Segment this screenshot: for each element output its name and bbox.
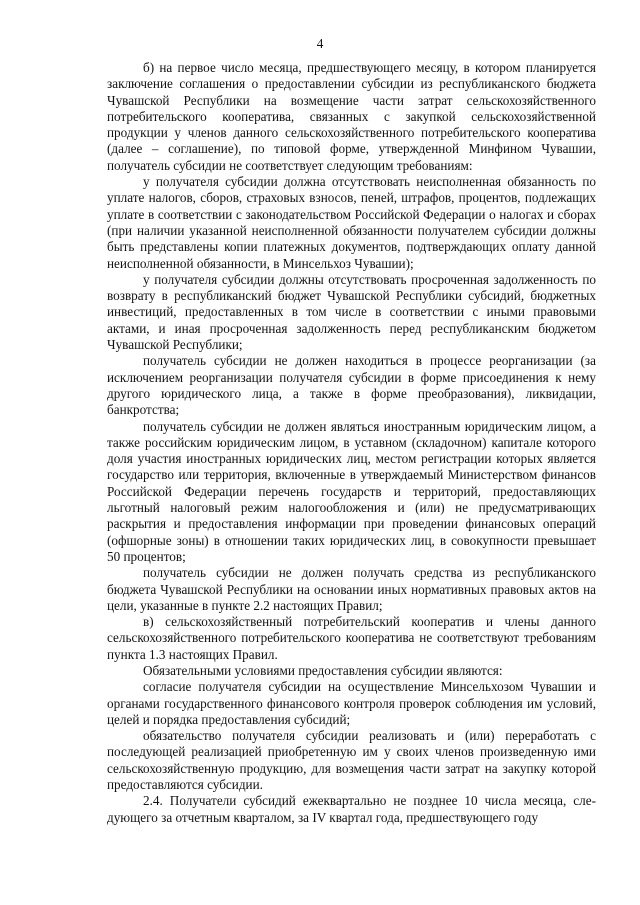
paragraph-consent-inspections: согласие получателя субсидии на осуществление Минсельхозом Чувашии и органами государственного финансового контроля проверок соблюдения им условий, целей и порядка предоставления субсидий;	[107, 679, 596, 727]
page-number: 4	[316, 36, 324, 51]
paragraph-subclause-v: в) сельскохозяйственный потребительский кооператив и члены данного сельскохозяйственного потребительского кооператива не соответствуют требованиям пункта 1.3 настоящих Правил.	[107, 614, 596, 662]
paragraph-other-funds: получатель субсидии не должен получать средства из республиканского бюджета Чувашской Республики на основании иных нормативных правовых актов на цели, указанные в пункте 2.2 настоящих Правил;	[107, 565, 596, 613]
paragraph-mandatory-conditions: Обязательными условиями предоставления субсидии являются:	[143, 662, 503, 678]
paragraph-reorganization: получатель субсидии не должен находиться в процессе реорганизации (за исключением реорганизации получателя субсидии в форме присоединения к нему другого юридического лица, а также в форме преобразования), ликвидации, банкротства;	[107, 353, 596, 418]
paragraph-subclause-b: б) на первое число месяца, предшествующего месяцу, в котором планируется заключение соглашения о предоставлении субсидии из республиканского бюджета Чувашской Республики на возмещение части затрат сельскохозяйственного потребительского кооператива, связанных с закупкой сельскохозяйственной продукции у членов данного сельскохозяйственного потребительского кооператива (далее – соглашение), по типовой форме, утвержденной Минфином Чувашии, получатель субсидии не соответствует следующим требованиям:	[107, 60, 596, 173]
paragraph-overdue-debt: у получателя субсидии должны отсутствовать просроченная задолженность по возврату в республиканский бюджет Чувашской Республики субсидий, бюджетных инвестиций, предоставленных в том числе в соответствии с иными правовыми актами, и иная просроченная задолженность перед республиканским бюджетом Чувашской Республики;	[107, 271, 596, 353]
paragraph-foreign-entity: получатель субсидии не должен являться иностранным юридическим лицом, а также российским юридическим лицом, в уставном (складочном) капитале которого доля участия иностранных юридических лиц, местом регистрации которых является государство или территория, включенные в утверждаемый Министерством финансов Российской Федерации перечень государств и территорий, предоставляющих льготный налоговый режим налогообложения и (или) не предусматривающих раскрытия и предоставления информации при проведении финансовых операций (офшорные зоны) в отношении таких юридических лиц, в совокупности превышает 50 процентов;	[107, 418, 596, 564]
document-body	[107, 60, 596, 826]
paragraph-tax-obligation: у получателя субсидии должна отсутствовать неисполненная обязанность по уплате налогов, сборов, страховых взносов, пеней, штрафов, процентов, подлежащих уплате в соответствии с законодательством Российской Федерации о налогах и сборах (при наличии указанной неисполненной обязанности получателем субсидии должны быть представлены копии платежных документов, подтверждающих оплату данной неисполненной обязанности, в Минсельхоз Чувашии);	[107, 174, 596, 271]
paragraph-clause-2-4: 2.4. Получатели субсидий ежеквартально не позднее 10 числа месяца, следующего за отчетным кварталом, за IV квартал года, предшествующего году	[107, 793, 596, 825]
paragraph-sales-obligation: обязательство получателя субсидии реализовать и (или) переработать с последующей реализацией приобретенную им у своих членов произведенную ими сельскохозяйственную продукцию, для возмещения части затрат на закупку которой предоставляются субсидии.	[107, 728, 596, 793]
